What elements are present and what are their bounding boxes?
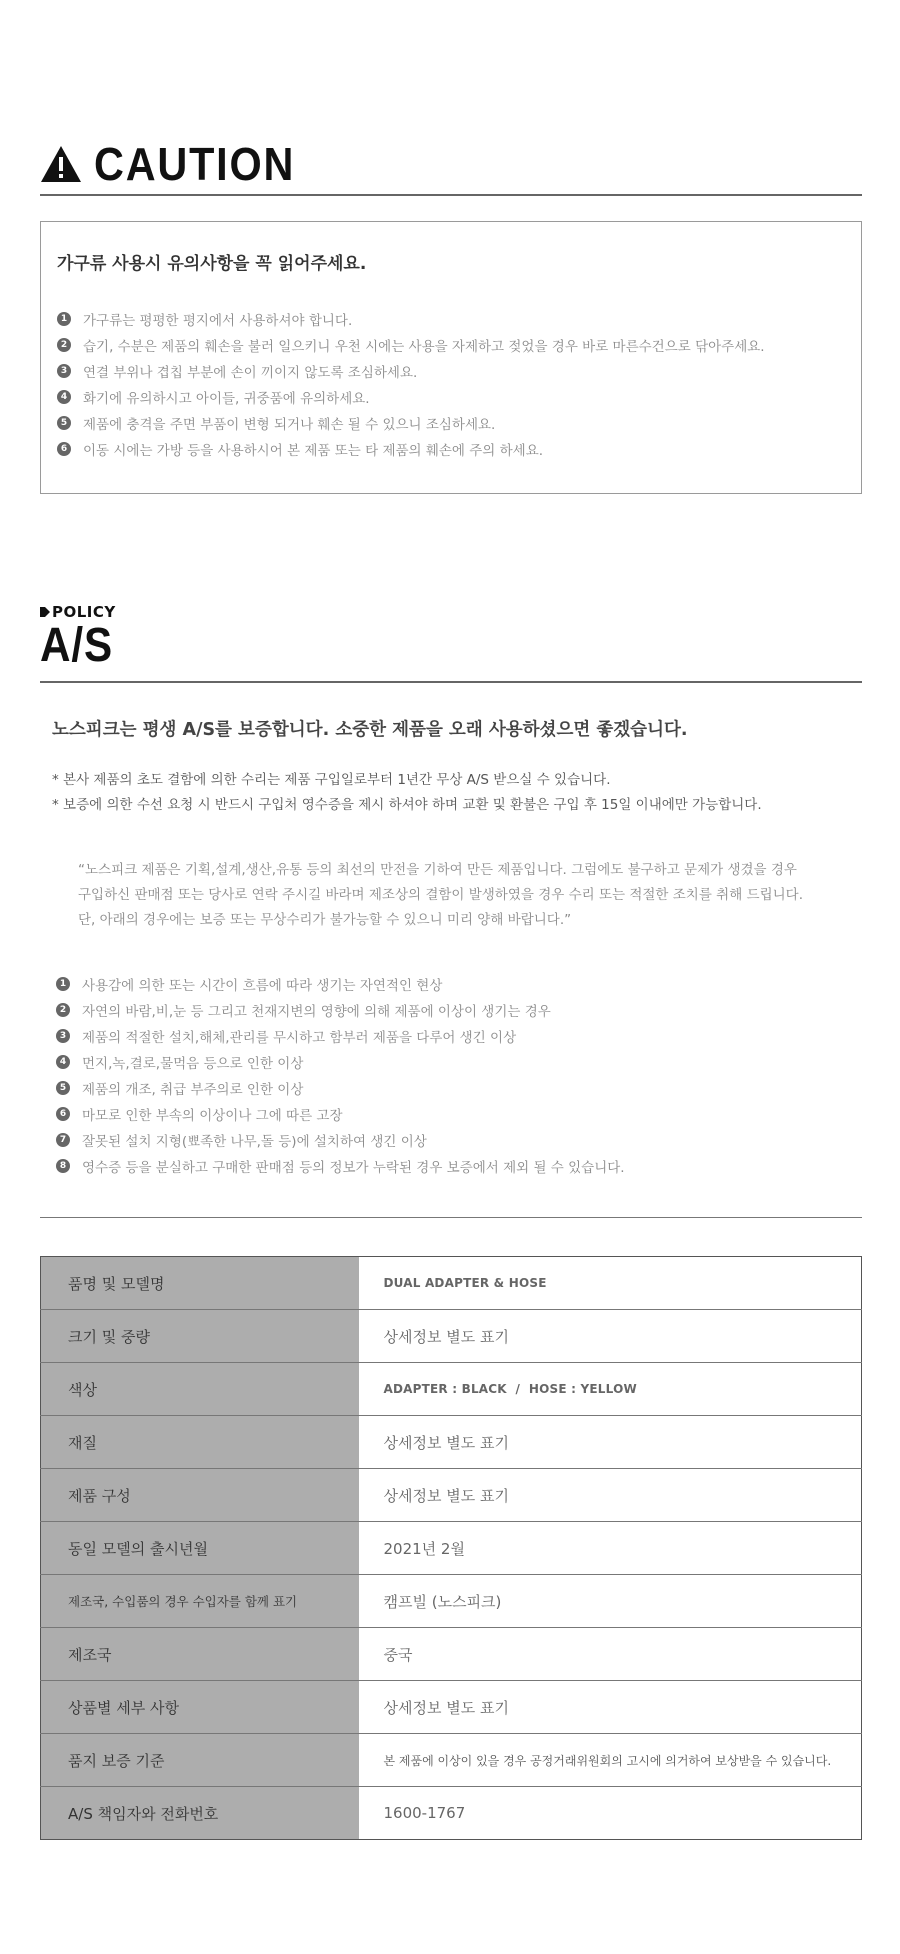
table-key: 품지 보증 기준 [41, 1734, 359, 1787]
table-key: 제품 구성 [41, 1469, 359, 1522]
quote-line: “노스피크 제품은 기획,설계,생산,유통 등의 최선의 만전을 기하여 만든 제품입니다. 그럼에도 불구하고 문제가 생겼을 경우 [78, 862, 797, 878]
list-item [56, 1049, 862, 1075]
table-row [41, 1310, 862, 1363]
list-item [57, 358, 845, 384]
list-item-text: 제품의 개조, 취급 부주의로 인한 이상 [82, 1082, 304, 1098]
list-item [57, 332, 845, 358]
table-row [41, 1363, 862, 1416]
table-row [41, 1575, 862, 1628]
number-badge: 1 [57, 312, 71, 326]
number-badge: 2 [56, 1003, 70, 1017]
table-value: 상세정보 별도 표기 [359, 1416, 862, 1469]
table-value: 1600-1767 [359, 1787, 862, 1840]
list-item [56, 1023, 862, 1049]
list-item-text: 화기에 유의하시고 아이들, 귀중품에 유의하세요. [83, 391, 370, 407]
warning-triangle-icon [40, 145, 82, 183]
table-row [41, 1522, 862, 1575]
number-badge: 4 [57, 390, 71, 404]
as-title: A/S [40, 619, 114, 672]
note-line: * 본사 제품의 초도 결함에 의한 수리는 제품 구입일로부터 1년간 무상 A/S 받으실 수 있습니다. [52, 772, 611, 788]
table-key: 재질 [41, 1416, 359, 1469]
table-key: 크기 및 중량 [41, 1310, 359, 1363]
number-badge: 6 [56, 1107, 70, 1121]
policy-label-text: POLICY [52, 603, 116, 621]
table-row [41, 1681, 862, 1734]
table-row [41, 1787, 862, 1840]
number-badge: 7 [56, 1133, 70, 1147]
table-row [41, 1628, 862, 1681]
list-item-text: 잘못된 설치 지형(뾰족한 나무,돌 등)에 설치하여 생긴 이상 [82, 1134, 427, 1150]
table-key: 동일 모델의 출시년월 [41, 1522, 359, 1575]
number-badge: 8 [56, 1159, 70, 1173]
table-key: 품명 및 모델명 [41, 1257, 359, 1310]
number-badge: 5 [57, 416, 71, 430]
as-main-statement: 노스피크는 평생 A/S를 보증합니다. 소중한 제품을 오래 사용하셨으면 좋겠습니다. [52, 720, 688, 740]
table-value: 상세정보 별도 표기 [359, 1681, 862, 1734]
as-exclusion-list [56, 971, 862, 1179]
table-value: 2021년 2월 [359, 1522, 862, 1575]
list-item-text: 영수증 등을 분실하고 구매한 판매점 등의 정보가 누락된 경우 보증에서 제외 될 수 있습니다. [82, 1160, 625, 1176]
section-divider [40, 1217, 862, 1218]
table-value: ADAPTER : BLACK / HOSE : YELLOW [359, 1363, 862, 1416]
as-notes [52, 768, 862, 818]
number-badge: 4 [56, 1055, 70, 1069]
caution-box [40, 221, 862, 494]
table-row [41, 1734, 862, 1787]
table-row [41, 1469, 862, 1522]
table-value: 상세정보 별도 표기 [359, 1310, 862, 1363]
list-item [56, 1127, 862, 1153]
product-info-table [40, 1256, 862, 1840]
table-value: 본 제품에 이상이 있을 경우 공정거래위원회의 고시에 의거하여 보상받을 수 있습니다. [359, 1734, 862, 1787]
list-item [56, 1075, 862, 1101]
list-item-text: 습기, 수분은 제품의 훼손을 불러 일으키니 우천 시에는 사용을 자제하고 젖었을 경우 바로 마른수건으로 닦아주세요. [83, 339, 765, 355]
list-item-text: 가구류는 평평한 평지에서 사용하셔야 합니다. [83, 313, 353, 329]
list-item [57, 384, 845, 410]
table-key: 색상 [41, 1363, 359, 1416]
list-item [57, 436, 845, 462]
number-badge: 2 [57, 338, 71, 352]
list-item-text: 연결 부위나 겹칩 부분에 손이 끼이지 않도록 조심하세요. [83, 365, 418, 381]
list-item [56, 997, 862, 1023]
list-item [57, 306, 845, 332]
caution-divider [40, 194, 862, 196]
caution-box-title: 가구류 사용시 유의사항을 꼭 읽어주세요. [57, 254, 367, 274]
list-item-text: 자연의 바람,비,눈 등 그리고 천재지변의 영향에 의해 제품에 이상이 생기는 경우 [82, 1004, 551, 1020]
as-divider [40, 681, 862, 683]
list-item [56, 971, 862, 997]
table-value: 상세정보 별도 표기 [359, 1469, 862, 1522]
list-item-text: 이동 시에는 가방 등을 사용하시어 본 제품 또는 타 제품의 훼손에 주의 하세요. [83, 443, 544, 459]
number-badge: 5 [56, 1081, 70, 1095]
table-row [41, 1416, 862, 1469]
table-key: 상품별 세부 사항 [41, 1681, 359, 1734]
number-badge: 3 [57, 364, 71, 378]
number-badge: 1 [56, 977, 70, 991]
list-item-text: 먼지,녹,결로,물먹음 등으로 인한 이상 [82, 1056, 304, 1072]
as-quote [78, 858, 862, 933]
quote-line: 구입하신 판매점 또는 당사로 연락 주시길 바라며 제조상의 결함이 발생하였을 경우 수리 또는 적절한 조치를 취해 드립니다. [78, 887, 803, 903]
number-badge: 6 [57, 442, 71, 456]
table-value: DUAL ADAPTER & HOSE [359, 1257, 862, 1310]
list-item [57, 410, 845, 436]
table-value: 캠프빌 (노스피크) [359, 1575, 862, 1628]
number-badge: 3 [56, 1029, 70, 1043]
caution-list [57, 306, 845, 462]
caution-header [40, 138, 862, 190]
list-item [56, 1153, 862, 1179]
table-key: 제조국, 수입품의 경우 수입자를 함께 표기 [41, 1575, 359, 1628]
arrow-marker-icon [40, 607, 50, 617]
list-item-text: 사용감에 의한 또는 시간이 흐름에 따라 생기는 자연적인 현상 [82, 978, 443, 994]
caution-title: CAUTION [94, 138, 296, 190]
list-item-text: 마모로 인한 부속의 이상이나 그에 따른 고장 [82, 1108, 343, 1124]
quote-line: 단, 아래의 경우에는 보증 또는 무상수리가 불가능할 수 있으니 미리 양해 바랍니다.” [78, 912, 572, 928]
table-row [41, 1257, 862, 1310]
note-line: * 보증에 의한 수선 요청 시 반드시 구입처 영수증을 제시 하셔야 하며 교환 및 환불은 구입 후 15일 이내에만 가능합니다. [52, 797, 762, 813]
table-value: 중국 [359, 1628, 862, 1681]
list-item-text: 제품의 적절한 설치,해체,관리를 무시하고 함부러 제품을 다루어 생긴 이상 [82, 1030, 517, 1046]
list-item-text: 제품에 충격을 주면 부품이 변형 되거나 훼손 될 수 있으니 조심하세요. [83, 417, 496, 433]
table-key: A/S 책임자와 전화번호 [41, 1787, 359, 1840]
list-item [56, 1101, 862, 1127]
table-key: 제조국 [41, 1628, 359, 1681]
